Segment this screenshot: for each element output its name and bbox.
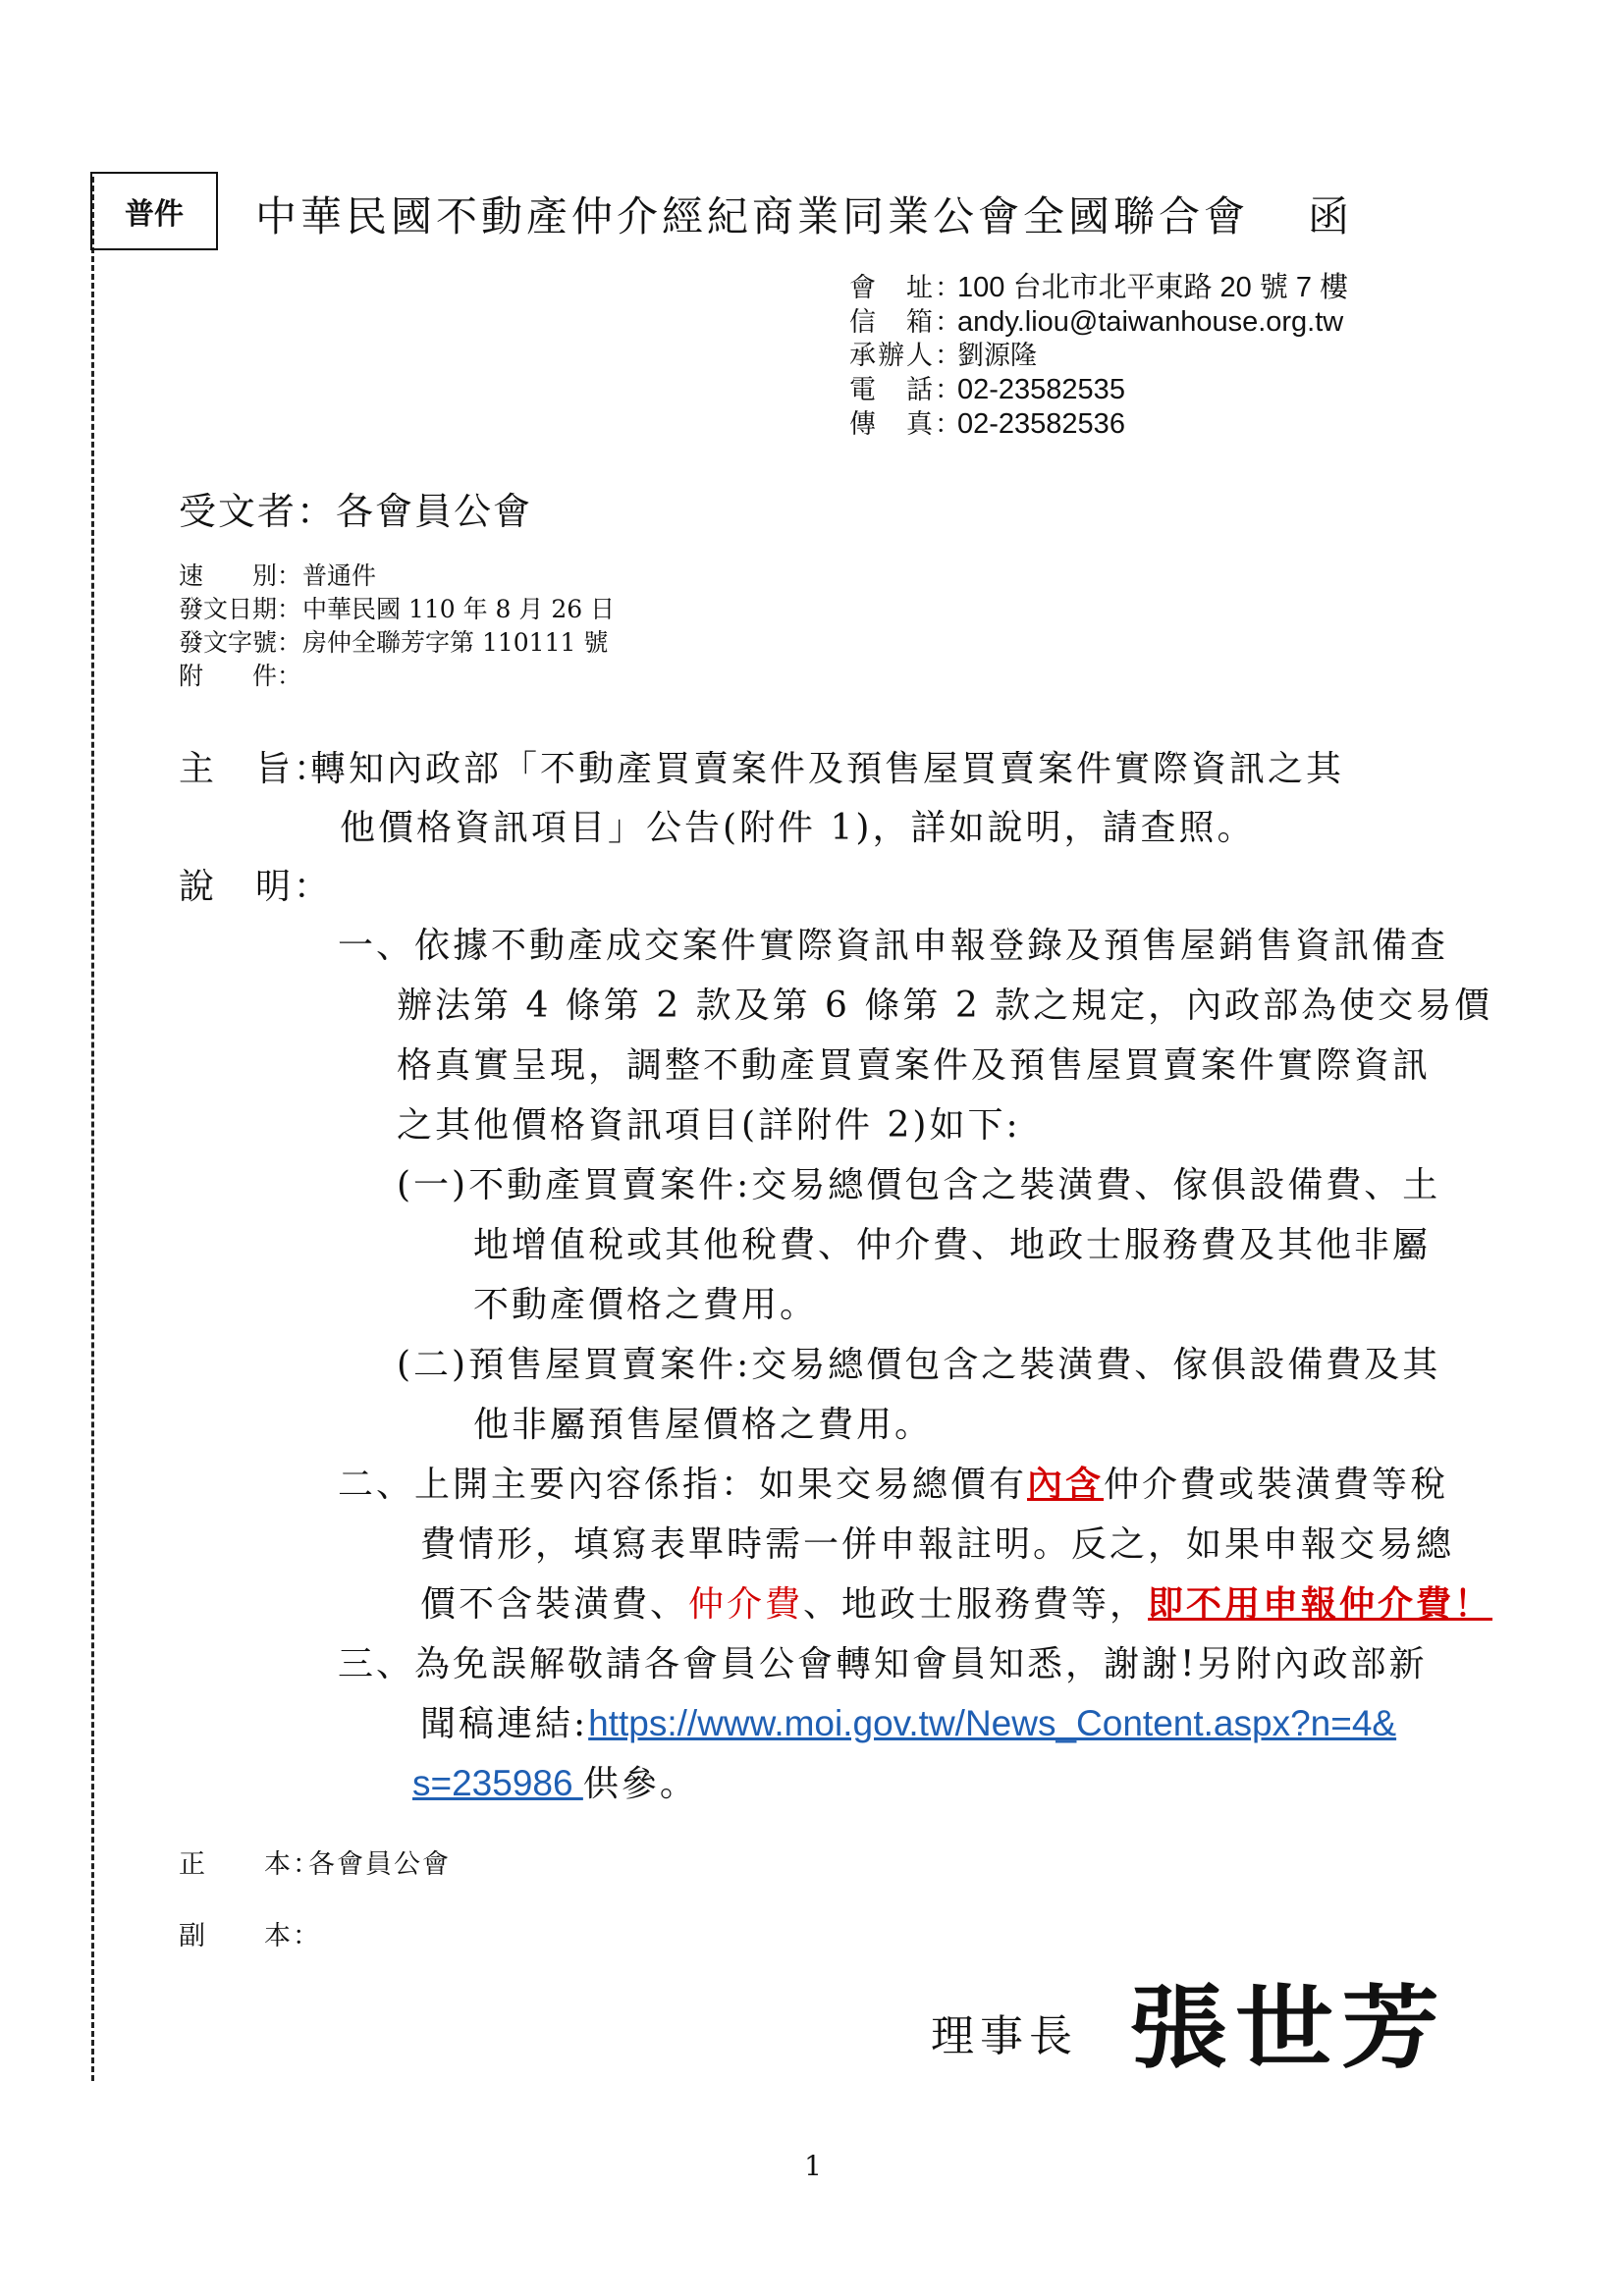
contact-value: 02-23582536 xyxy=(957,408,1125,440)
chairman-title: 理事長 xyxy=(931,2011,1078,2061)
copy-recipients xyxy=(179,1914,321,1952)
document-meta xyxy=(179,560,615,693)
primary-recipients xyxy=(179,1842,451,1881)
contact-value: andy.liou@taiwanhouse.org.tw xyxy=(957,306,1344,338)
item-two-line-2: 費情形，填寫表單時需一併申報註明。反之，如果申報交易總 xyxy=(420,1524,1455,1565)
item-two-text: 二、上開主要內容係指：如果交易總價有 xyxy=(338,1465,1028,1505)
item-three-text: 供參。 xyxy=(582,1764,698,1804)
contact-block xyxy=(849,271,1348,442)
meta-value: 房仲全聯芳字第 110111 號 xyxy=(302,628,609,657)
explanation-label: 說 明： xyxy=(179,867,333,907)
news-link[interactable]: https://www.moi.gov.tw/News_Content.aspx?n=4& xyxy=(588,1703,1397,1743)
item-one-sub1-line-1: (一)不動產買賣案件:交易總價包含之裝潢費、傢俱設備費、土 xyxy=(397,1165,1441,1205)
chairman-signature: 張世芳 xyxy=(1129,1974,1447,2081)
primary-label: 正 本： xyxy=(179,1849,321,1880)
contact-phone xyxy=(849,373,1348,407)
item-one-line-3: 格真實呈現，調整不動產買賣案件及預售屋買賣案件實際資訊 xyxy=(397,1045,1432,1086)
item-three-text: 聞稿連結: xyxy=(420,1704,589,1744)
meta-date xyxy=(179,593,615,626)
contact-label: 信 箱： xyxy=(849,307,963,338)
item-one-sub1-line-3: 不動產價格之費用。 xyxy=(473,1285,819,1325)
item-one-line-1: 一、依據不動產成交案件實際資訊申報登錄及預售屋銷售資訊備查 xyxy=(338,926,1449,966)
binding-margin-line xyxy=(91,177,94,2081)
item-one-line-4: 之其他價格資訊項目(詳附件 2)如下: xyxy=(397,1105,1021,1146)
organization-name: 中華民國不動產仲介經紀商業同業公會全國聯合會 xyxy=(255,192,1250,240)
contact-email xyxy=(849,305,1348,340)
item-two-text: 仲介費或裝潢費等稅 xyxy=(1104,1465,1449,1505)
item-two-line-3 xyxy=(420,1576,1492,1627)
recipient: 受文者：各會員公會 xyxy=(179,490,533,533)
contact-label: 承辦人： xyxy=(849,341,963,371)
item-one-sub2-line-1: (二)預售屋買賣案件:交易總價包含之裝潢費、傢俱設備費及其 xyxy=(397,1345,1441,1385)
item-two-text: 、地政士服務費等， xyxy=(803,1584,1149,1625)
subject-label: 主 旨： xyxy=(179,749,333,789)
contact-value: 02-23582535 xyxy=(957,374,1125,405)
contact-label: 電 話： xyxy=(849,375,963,405)
organization-title xyxy=(255,185,1353,243)
meta-label: 附 件： xyxy=(179,662,302,690)
contact-handler xyxy=(849,340,1348,373)
item-two-emphasis-no-report: 即不用申報仲介費！ xyxy=(1148,1583,1493,1625)
contact-value: 劉源隆 xyxy=(957,341,1037,371)
item-one-sub1-line-2: 地增值稅或其他稅費、仲介費、地政士服務費及其他非屬 xyxy=(473,1225,1432,1265)
item-two-line-1 xyxy=(338,1457,1448,1507)
contact-label: 會 址： xyxy=(849,273,963,303)
meta-speed xyxy=(179,560,615,593)
contact-label: 傳 真： xyxy=(849,409,963,440)
primary-value: 各會員公會 xyxy=(308,1849,451,1880)
news-link-continued[interactable]: s=235986 xyxy=(412,1763,583,1803)
meta-value: 普通件 xyxy=(302,561,377,590)
item-two-text: 價不含裝潢費、 xyxy=(420,1584,689,1625)
meta-label: 發文日期： xyxy=(179,595,302,623)
subject-line-2: 他價格資訊項目」公告(附件 1)，詳如說明，請查照。 xyxy=(340,808,1256,848)
item-three-line-1: 三、為免誤解敬請各會員公會轉知會員知悉，謝謝!另附內政部新 xyxy=(338,1644,1428,1684)
meta-value: 中華民國 110 年 8 月 26 日 xyxy=(302,595,616,623)
item-one-line-2: 辦法第 4 條第 2 款及第 6 條第 2 款之規定，內政部為使交易價 xyxy=(397,986,1493,1026)
item-three-line-3 xyxy=(412,1756,698,1806)
meta-attachment xyxy=(179,660,615,693)
copy-label: 副 本： xyxy=(179,1921,321,1951)
contact-value: 100 台北市北平東路 20 號 7 樓 xyxy=(957,272,1349,303)
item-three-line-2 xyxy=(420,1696,1396,1746)
page-number: 1 xyxy=(804,2150,822,2182)
contact-address xyxy=(849,271,1348,305)
item-two-emphasis-included: 內含 xyxy=(1027,1464,1105,1505)
subject-line-1: 轉知內政部「不動產買賣案件及預售屋買賣案件實際資訊之其 xyxy=(310,749,1345,789)
item-one-sub2-line-2: 他非屬預售屋價格之費用。 xyxy=(473,1405,934,1445)
delivery-type-badge: 普件 xyxy=(90,172,218,250)
meta-doc-number xyxy=(179,626,615,660)
meta-label: 速 別： xyxy=(179,561,302,590)
document-type: 函 xyxy=(1308,192,1354,240)
meta-label: 發文字號： xyxy=(179,628,302,657)
item-two-emphasis-fee: 仲介費 xyxy=(688,1584,804,1625)
contact-fax xyxy=(849,407,1348,442)
